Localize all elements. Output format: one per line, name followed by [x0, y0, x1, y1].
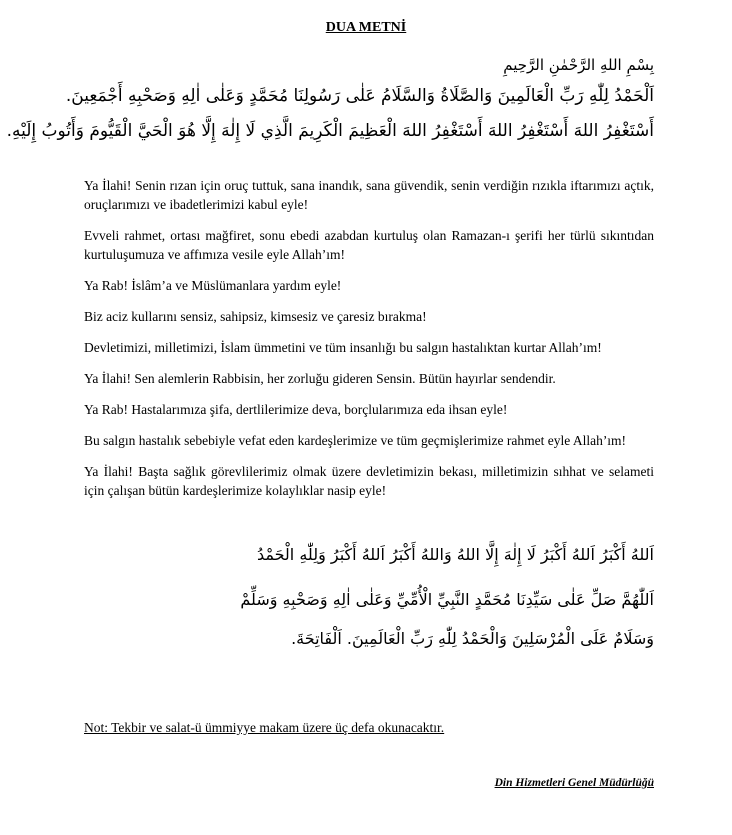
- dua-paragraph: Biz aciz kullarını sensiz, sahipsiz, kimsesiz ve çaresiz bırakma!: [84, 309, 427, 324]
- arabic-basmala: بِسْمِ اللهِ الرَّحْمٰنِ الرَّحِيمِ: [503, 56, 654, 74]
- dua-paragraph: Ya İlahi! Senin rızan için oruç tuttuk, sana inandık, sana güvendik, senin verdiğin rızıkla iftarımızı açtık, oruçlarımızı ve ibadetlerimizi kabul eyle!: [84, 178, 654, 212]
- dua-paragraph: Ya İlahi! Sen alemlerin Rabbisin, her zorluğu gideren Sensin. Bütün hayırlar sendendir.: [84, 371, 556, 386]
- dua-paragraph: Evveli rahmet, ortası mağfiret, sonu ebedi azabdan kurtuluş olan Ramazan-ı şerifi her türlü sıkıntıdan kurtuluşumuza ve affımıza vesile eyle Allah’ım!: [84, 228, 654, 262]
- dua-paragraph: Devletimizi, milletimizi, İslam ümmetini ve tüm insanlığı bu salgın hastalıktan kurtar Allah’ım!: [84, 340, 602, 355]
- note-text: Not: Tekbir ve salat-ü ümmiyye makam üzere üç defa okunacaktır.: [84, 720, 445, 735]
- arabic-salawat-line: اَللّٰهُمَّ صَلِّ عَلٰى سَيِّدِنَا مُحَمَّدٍ النَّبِيِّ الْأُمِّيِّ وَعَلٰى اٰلِهِ وَصَحْبِهِ وَسَلِّمْ: [240, 590, 654, 609]
- arabic-istigfar-line: أَسْتَغْفِرُ اللهَ أَسْتَغْفِرُ اللهَ أَسْتَغْفِرُ اللهَ الْعَظِيمَ الْكَرِيمَ الَّذِي لَا إِلٰهَ إِلَّا هُوَ الْحَيَّ الْقَيُّومَ وَأَتُوبُ إِلَيْهِ.: [6, 121, 654, 141]
- dua-paragraph: Ya İlahi! Başta sağlık görevlilerimiz olmak üzere devletimizin bekası, milletimizin sıhhat ve selameti için çalışan bütün kardeşlerimize kolaylıklar nasip eyle!: [84, 464, 654, 498]
- arabic-fatiha-line: وَسَلَامٌ عَلَى الْمُرْسَلِينَ وَالْحَمْدُ لِلّٰهِ رَبِّ الْعَالَمِينَ. اَلْفَاتِحَةَ.: [291, 629, 654, 648]
- arabic-hamd-line: اَلْحَمْدُ لِلّٰهِ رَبِّ الْعَالَمِينَ وَالصَّلَاةُ وَالسَّلَامُ عَلٰى رَسُولِنَا مُحَمَّدٍ وَعَلٰى اٰلِهِ وَصَحْبِهِ أَجْمَعِينَ.: [65, 86, 654, 106]
- dua-paragraph: Bu salgın hastalık sebebiyle vefat eden kardeşlerimize ve tüm geçmişlerimize rahmet eyle Allah’ım!: [84, 433, 627, 448]
- dua-paragraph: Ya Rab! İslâm’a ve Müslümanlara yardım eyle!: [84, 278, 342, 293]
- signature: Din Hizmetleri Genel Müdürlüğü: [494, 777, 654, 789]
- page-title: DUA METNİ: [325, 20, 407, 35]
- arabic-tekbir-line: اَللهُ أَكْبَرُ اَللهُ أَكْبَرُ لَا إِلٰهَ إِلَّا اللهُ وَاللهُ أَكْبَرُ اَللهُ أَكْبَرُ وَلِلّٰهِ الْحَمْدُ: [256, 545, 654, 564]
- dua-body: [84, 176, 654, 512]
- dua-paragraph: Ya Rab! Hastalarımıza şifa, dertlilerimize deva, borçlularımıza eda ihsan eyle!: [84, 402, 508, 417]
